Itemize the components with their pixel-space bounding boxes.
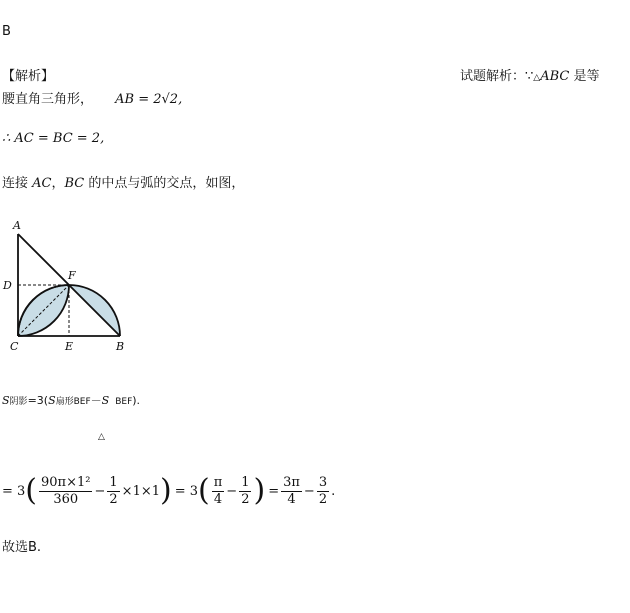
calc-paren-open-2: ( (198, 473, 210, 508)
label-e: E (65, 340, 74, 353)
connect-suffix: 的中点与弧的交点，如图， (84, 176, 245, 191)
triangle-symbol: △ (533, 73, 541, 83)
intro-suffix: 是等 (569, 69, 600, 84)
frac-pi-4-num: π (213, 474, 223, 490)
calc-minus-3: − (303, 483, 315, 499)
s-symbol: S (2, 394, 10, 407)
s-sub-shadow: 阴影 (9, 397, 28, 407)
calc-lead: = 3 (2, 483, 26, 499)
frac-half-2-num: 1 (241, 474, 250, 490)
segment-bc: BC (64, 176, 85, 191)
calc-paren-open-1: ( (25, 473, 38, 508)
frac-sector (39, 475, 92, 508)
calc-end: . (331, 483, 336, 499)
connect-prefix: 连接 (2, 176, 33, 191)
label-c: C (10, 340, 19, 353)
calc-paren-close-1: ) (160, 473, 172, 508)
answer-text: B (2, 24, 11, 39)
s2-symbol: S (48, 394, 56, 407)
geometry-figure (0, 212, 140, 357)
calc-eq-3: = (268, 483, 280, 499)
calc-minus-1: − (94, 483, 106, 499)
frac-sector-den: 360 (53, 491, 79, 507)
segment-ac: AC (32, 176, 52, 191)
s-sub-sector: 扇形BEF (55, 397, 91, 407)
frac-3-2-num: 3 (318, 474, 328, 490)
frac-sector-num: 90π×1² (41, 474, 91, 490)
label-a: A (13, 219, 21, 232)
connect-line (2, 172, 244, 191)
frac-pi-4-den: 4 (213, 491, 223, 507)
frac-half-1-num: 1 (109, 474, 118, 490)
connect-sep: ， (51, 176, 65, 191)
frac-half-1 (107, 475, 119, 508)
frac-3-2-den: 2 (318, 491, 328, 507)
conclusion-text: 故选B. (2, 540, 42, 555)
intro-line (460, 65, 599, 84)
triangle-name: ABC (540, 69, 570, 84)
shadow-formula (2, 392, 140, 408)
label-b: B (116, 340, 125, 353)
frac-half-1-den: 2 (109, 491, 118, 507)
frac-3pi-4-den: 4 (287, 491, 296, 507)
label-d: D (3, 279, 12, 292)
isosceles-text: 腰直角三角形， (2, 92, 94, 107)
ab-length: AB = 2√2, (115, 92, 183, 107)
calculation-line (2, 466, 335, 516)
frac-pi-4 (212, 475, 225, 508)
calc-eq-2: = 3 (174, 483, 199, 499)
formula-close: ). (132, 394, 141, 407)
s3-symbol: S (101, 394, 110, 407)
label-f: F (68, 269, 76, 282)
intro-prefix: 试题解析：∵ (460, 69, 534, 84)
analysis-label: 【解析】 (2, 69, 55, 84)
frac-3pi-4 (281, 475, 302, 508)
formula-eq: =3( (27, 394, 49, 407)
frac-3pi-4-num: 3π (283, 474, 300, 490)
calc-tail: ×1×1 (121, 483, 160, 499)
formula-minus: － (90, 394, 102, 407)
calc-paren-close-2: ) (253, 473, 266, 508)
frac-half-2 (239, 475, 251, 508)
frac-3-2 (317, 475, 329, 508)
isosceles-line (2, 88, 182, 107)
s-sub-triangle: BEF (115, 397, 133, 407)
ac-bc-length: ∴ AC = BC = 2, (2, 131, 105, 146)
frac-half-2-den: 2 (241, 491, 250, 507)
triangle-subscript-symbol: △ (98, 432, 105, 442)
calc-minus-2: − (226, 483, 238, 499)
